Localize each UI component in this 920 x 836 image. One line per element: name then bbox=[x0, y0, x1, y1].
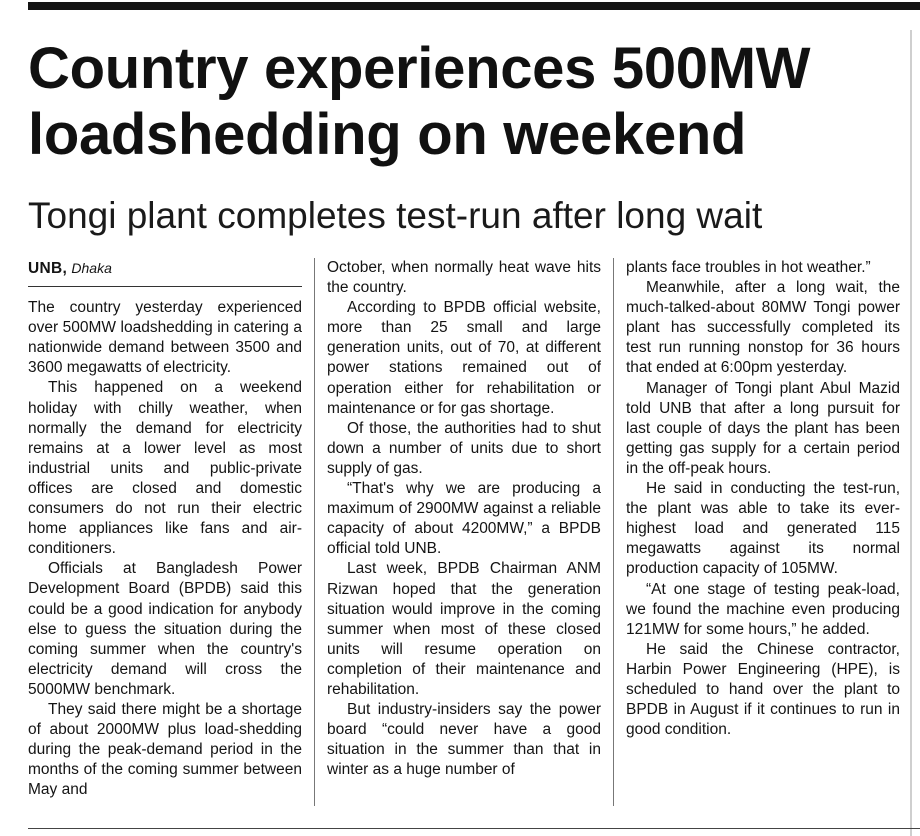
byline-rule bbox=[28, 286, 302, 287]
paragraph: Last week, BPDB Chairman ANM Rizwan hoped that the generation situation would improve in the coming summer when most of these closed units will resume operation on completion of their maintenance and rehabilitation. bbox=[327, 560, 601, 698]
byline-agency: UNB, bbox=[28, 260, 68, 277]
headline: Country experiences 500MW loadshedding on weekend bbox=[28, 36, 811, 167]
column-divider bbox=[613, 258, 614, 806]
article-column-1 bbox=[28, 258, 302, 818]
paragraph: Officials at Bangladesh Power Development Board (BPDB) said this could be a good indication for anybody else to guess the situation during the coming summer when the country's electricity demand will cross the 5000MW benchmark. bbox=[28, 560, 302, 698]
paragraph: They said there might be a shortage of about 2000MW plus load-shedding during the peak-demand period in the months of the coming summer between May and bbox=[28, 700, 302, 799]
article-column-3 bbox=[626, 258, 900, 818]
page-edge bbox=[910, 30, 912, 836]
column-divider bbox=[314, 258, 315, 806]
byline bbox=[28, 258, 302, 278]
paragraph: He said the Chinese contractor, Harbin Power Engineering (HPE), is scheduled to hand over the plant to BPDB in August if it continues to run in good condition. bbox=[626, 640, 900, 739]
paragraph: “At one stage of testing peak-load, we found the machine even producing 121MW for some hours,” he added. bbox=[626, 580, 900, 638]
article-column-2 bbox=[327, 258, 601, 818]
paragraph: Of those, the authorities had to shut down a number of units due to short supply of gas. bbox=[327, 419, 601, 477]
paragraph: plants face troubles in hot weather.” bbox=[626, 259, 871, 276]
paragraph: He said in conducting the test-run, the plant was able to take its ever-highest load and generated 115 megawatts against its normal production capacity of 105MW. bbox=[626, 480, 900, 578]
paragraph: “That's why we are producing a maximum of 2900MW against a reliable capacity of about 4200MW,” a BPDB official told UNB. bbox=[327, 480, 601, 558]
byline-dateline: Dhaka bbox=[71, 260, 112, 276]
paragraph: October, when normally heat wave hits the country. bbox=[327, 259, 601, 297]
paragraph: The country yesterday experienced over 500MW loadshedding in catering a nationwide demand between 3500 and 3600 megawatts of electricity. bbox=[28, 299, 302, 377]
paragraph: Manager of Tongi plant Abul Mazid told UNB that after a long pursuit for last couple of days the plant has been getting gas supply for a certain period in the off-peak hours. bbox=[626, 379, 900, 477]
paragraph: This happened on a weekend holiday with chilly weather, when normally the demand for electricity remains at a lower level as most industrial units and public-private offices are closed and domestic consumers do not run their electric home appliances like fans and air-conditioners. bbox=[28, 379, 302, 558]
top-rule bbox=[28, 2, 920, 10]
paragraph: According to BPDB official website, more than 25 small and large generation units, out of 70, at different power stations remained out of operation either for rehabilitation or maintenance or for gas shortage. bbox=[327, 299, 601, 417]
subheadline: Tongi plant completes test-run after long wait bbox=[28, 195, 763, 236]
paragraph: But industry-insiders say the power board “could never have a good situation in the summer than that in winter as a huge number of bbox=[327, 701, 601, 779]
paragraph: Meanwhile, after a long wait, the much-talked-about 80MW Tongi power plant has successfully completed its test run running nonstop for 36 hours that ended at 6:00pm yesterday. bbox=[626, 279, 900, 377]
bottom-rule bbox=[28, 828, 920, 829]
